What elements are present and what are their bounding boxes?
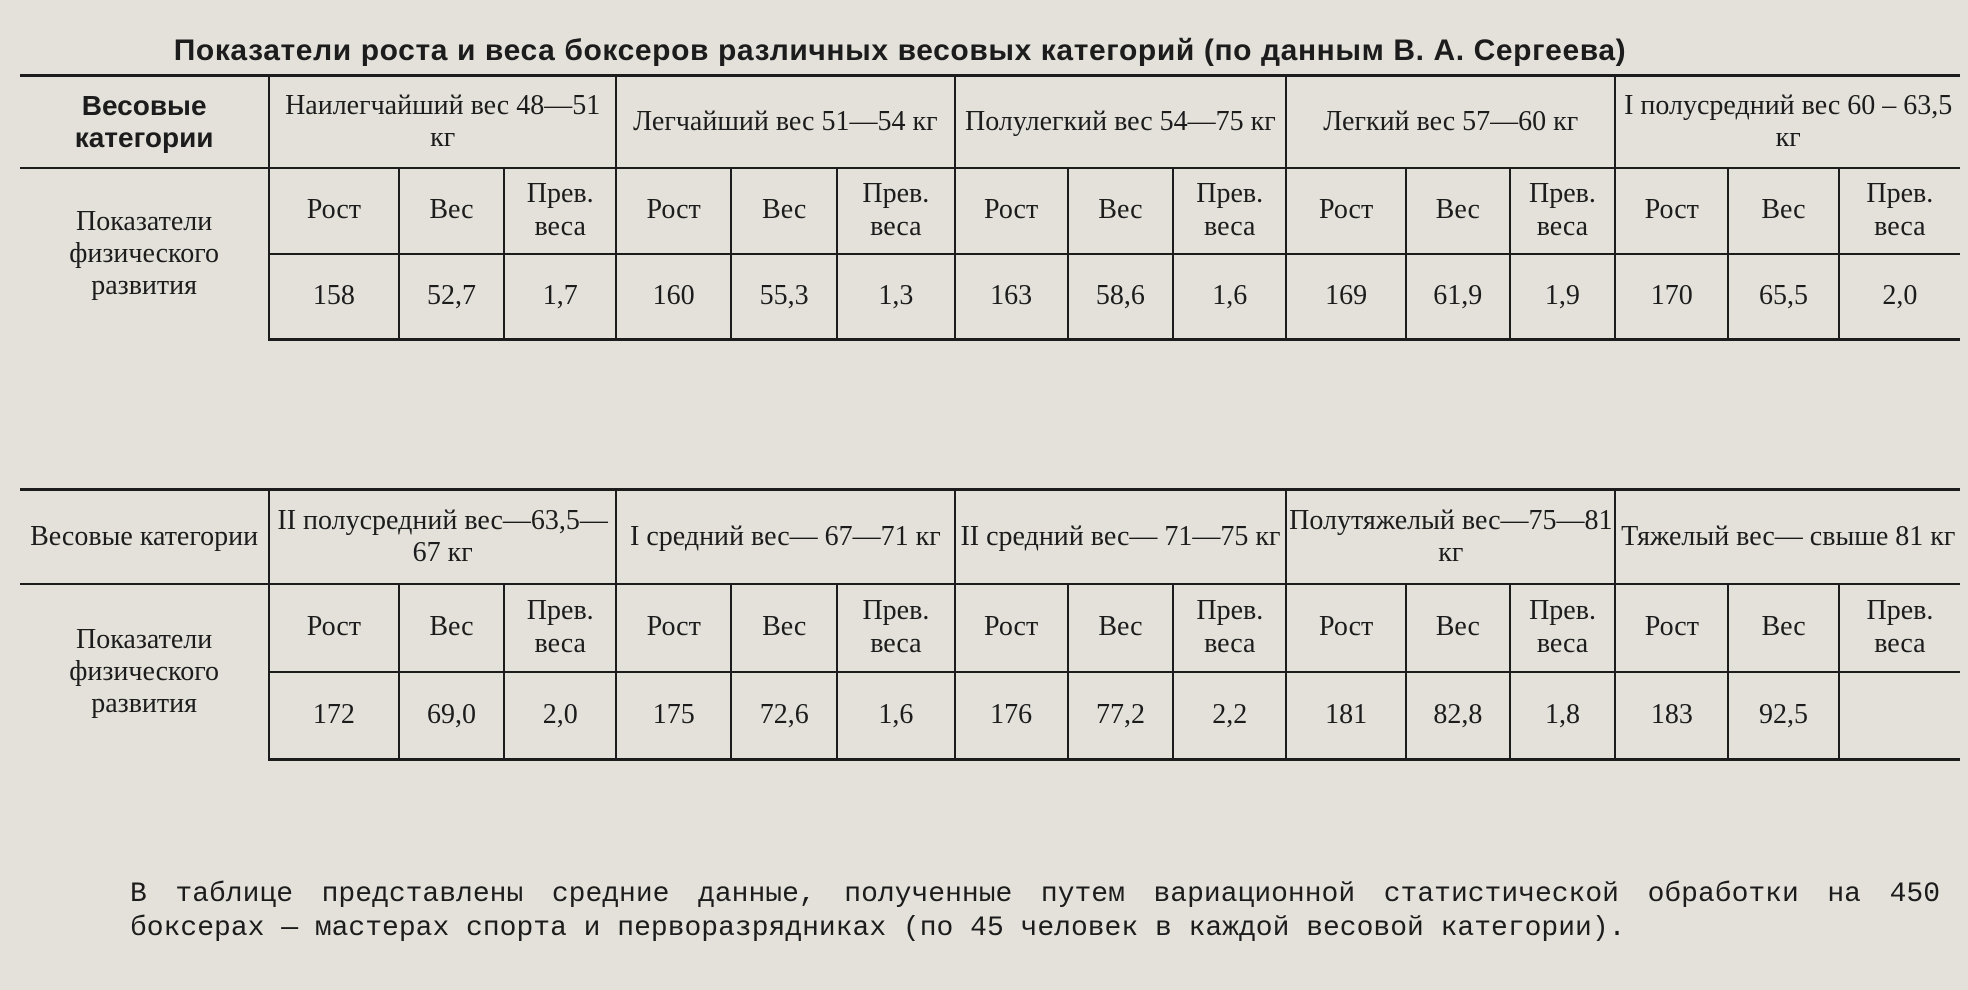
- subheader-prev: Прев. веса: [837, 168, 955, 254]
- subheader-rost: Рост: [955, 584, 1068, 672]
- value-rost: 181: [1286, 672, 1406, 760]
- subheader-rost: Рост: [1286, 584, 1406, 672]
- value-prev: 1,7: [504, 254, 616, 340]
- category-header: Полутяжелый вес—75—81 кг: [1286, 490, 1615, 584]
- subheader-rost: Рост: [269, 584, 398, 672]
- category-header: I средний вес— 67—71 кг: [616, 490, 955, 584]
- subheader-ves: Вес: [731, 584, 837, 672]
- value-prev: [1839, 672, 1960, 760]
- subheader-ves: Вес: [1068, 584, 1174, 672]
- category-header: Наилегчайший вес 48—51 кг: [269, 76, 616, 168]
- value-rost: 176: [955, 672, 1068, 760]
- value-prev: 1,6: [1173, 254, 1286, 340]
- boxer-table-block-2: [20, 488, 1960, 761]
- subheader-prev: Прев. веса: [1173, 584, 1286, 672]
- value-prev: 2,0: [504, 672, 616, 760]
- indicators-row-header: Показатели физического развития: [20, 584, 269, 760]
- subheader-prev: Прев. веса: [504, 168, 616, 254]
- subheader-rost: Рост: [955, 168, 1068, 254]
- subheader-prev: Прев. веса: [1173, 168, 1286, 254]
- page-title: Показатели роста и веса боксеров различных весовых категорий (по данным В. А. Сергеева): [173, 34, 1627, 67]
- value-rost: 160: [616, 254, 731, 340]
- value-ves: 61,9: [1406, 254, 1509, 340]
- value-ves: 92,5: [1728, 672, 1839, 760]
- value-prev: 1,8: [1510, 672, 1616, 760]
- subheader-rost: Рост: [269, 168, 398, 254]
- subheader-ves: Вес: [1406, 168, 1509, 254]
- value-ves: 77,2: [1068, 672, 1174, 760]
- category-header: I полусредний вес 60 – 63,5 кг: [1615, 76, 1960, 168]
- subheader-rost: Рост: [1615, 168, 1728, 254]
- indicators-row-header: Показатели физического развития: [20, 168, 269, 340]
- value-rost: 163: [955, 254, 1068, 340]
- value-prev: 1,9: [1510, 254, 1616, 340]
- subheader-rost: Рост: [1615, 584, 1728, 672]
- value-rost: 172: [269, 672, 398, 760]
- value-rost: 170: [1615, 254, 1728, 340]
- subheader-rost: Рост: [1286, 168, 1406, 254]
- subheader-prev: Прев. веса: [1510, 168, 1616, 254]
- subheader-ves: Вес: [1406, 584, 1509, 672]
- subheader-prev: Прев. веса: [504, 584, 616, 672]
- value-prev: 1,6: [837, 672, 955, 760]
- value-ves: 58,6: [1068, 254, 1174, 340]
- subheader-ves: Вес: [731, 168, 837, 254]
- value-ves: 65,5: [1728, 254, 1839, 340]
- category-header: Тяжелый вес— свыше 81 кг: [1615, 490, 1960, 584]
- value-ves: 69,0: [399, 672, 505, 760]
- subheader-prev: Прев. веса: [1839, 168, 1960, 254]
- value-prev: 2,0: [1839, 254, 1960, 340]
- value-prev: 1,3: [837, 254, 955, 340]
- value-ves: 55,3: [731, 254, 837, 340]
- category-header: Легкий вес 57—60 кг: [1286, 76, 1615, 168]
- value-ves: 72,6: [731, 672, 837, 760]
- value-ves: 52,7: [399, 254, 505, 340]
- subheader-ves: Вес: [399, 168, 505, 254]
- category-header: Легчайший вес 51—54 кг: [616, 76, 955, 168]
- value-rost: 183: [1615, 672, 1728, 760]
- value-rost: 169: [1286, 254, 1406, 340]
- category-header: II средний вес— 71—75 кг: [955, 490, 1287, 584]
- category-header: Полулегкий вес 54—75 кг: [955, 76, 1287, 168]
- subheader-ves: Вес: [399, 584, 505, 672]
- value-prev: 2,2: [1173, 672, 1286, 760]
- subheader-rost: Рост: [616, 584, 731, 672]
- subheader-rost: Рост: [616, 168, 731, 254]
- subheader-ves: Вес: [1728, 584, 1839, 672]
- boxer-table-block-1: [20, 74, 1960, 341]
- subheader-prev: Прев. веса: [837, 584, 955, 672]
- value-rost: 158: [269, 254, 398, 340]
- subheader-ves: Вес: [1728, 168, 1839, 254]
- weight-category-row-header: Весовые категории: [20, 76, 269, 168]
- subheader-ves: Вес: [1068, 168, 1174, 254]
- category-header: II полусредний вес—63,5—67 кг: [269, 490, 616, 584]
- value-ves: 82,8: [1406, 672, 1509, 760]
- value-rost: 175: [616, 672, 731, 760]
- weight-category-row-header: Весовые категории: [20, 490, 269, 584]
- subheader-prev: Прев. веса: [1839, 584, 1960, 672]
- subheader-prev: Прев. веса: [1510, 584, 1616, 672]
- footnote: В таблице представлены средние данные, полученные путем вариационной статистической обработки на 450 боксерах — мастерах спорта и перворазрядниках (по 45 человек в каждой весовой категории).: [130, 879, 1940, 944]
